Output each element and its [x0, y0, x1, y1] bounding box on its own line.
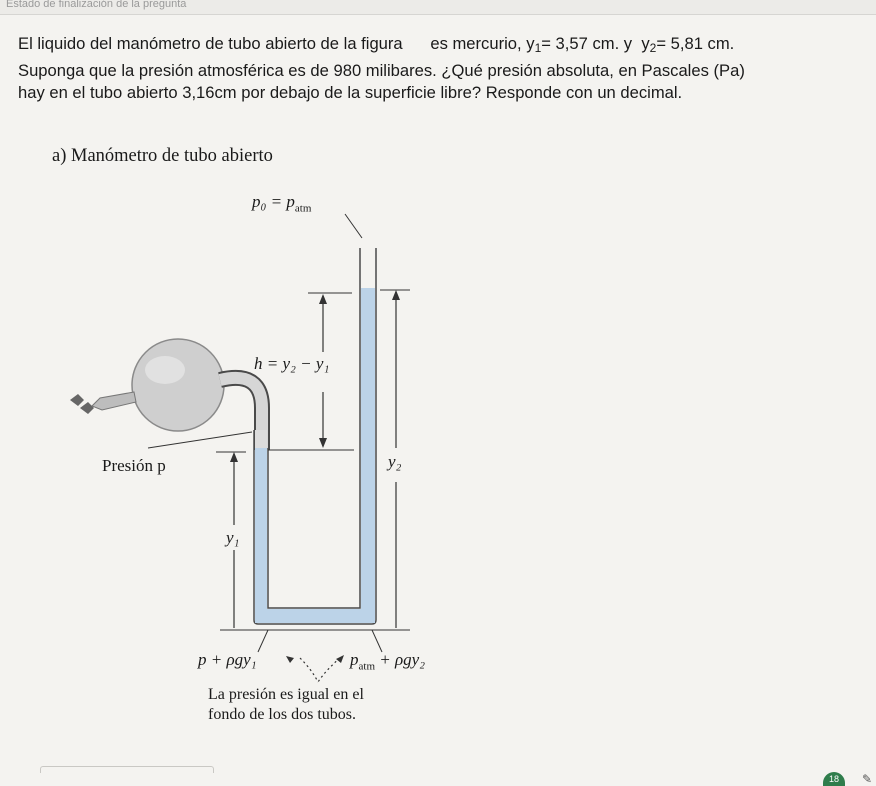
question-status-text: Estado de finalización de la pregunta: [6, 0, 187, 10]
gas-bulb: [132, 339, 224, 431]
manometer-diagram: [0, 130, 876, 770]
question-line-3: hay en el tubo abierto 3,16cm por debajo de la superficie libre? Responde con un decimal.: [18, 83, 683, 102]
y1-value: = 3,57 cm. y: [541, 34, 633, 53]
h-label: h = y₂ − y₁: [254, 354, 330, 373]
question-line-1-part-b: es mercurio,: [430, 34, 522, 53]
u-tube-outer-wall: [254, 248, 376, 624]
notification-badge[interactable]: 18: [823, 772, 845, 786]
figure-caption: [208, 685, 438, 725]
caption-line-2: fondo de los dos tubos.: [208, 706, 356, 723]
y2-value: = 5,81 cm.: [656, 34, 735, 53]
figure-title: a) Manómetro de tubo abierto: [52, 146, 273, 166]
h-arrow-up-head: [319, 294, 327, 304]
valve: [92, 392, 136, 410]
corner-icon: ✎: [862, 772, 873, 786]
y2-var: y: [641, 34, 650, 53]
top-status-strip: [0, 0, 876, 15]
question-line-1-part-a: El liquido del manómetro de tubo abierto de la figura: [18, 34, 403, 53]
right-bottom-pointer: [372, 630, 382, 652]
left-bottom-expression: p + ρgy₁: [198, 650, 257, 669]
y2-arrow-head: [392, 290, 400, 300]
p0-pointer: [345, 214, 362, 238]
question-line-2: Suponga que la presión atmosférica es de 980 milibares. ¿Qué presión absoluta, en Pascales (Pa): [18, 60, 745, 80]
question-text: [18, 33, 863, 105]
dotted-arrow-left: [300, 658, 318, 682]
y2-sub: 2: [649, 41, 657, 55]
u-tube-inner-wall: [268, 248, 360, 608]
manometer-figure: [0, 130, 876, 770]
y1-sub: 1: [534, 41, 542, 55]
bottom-tab[interactable]: [40, 766, 214, 773]
y1-arrow-head: [230, 452, 238, 462]
caption-line-1: La presión es igual en el: [208, 686, 364, 703]
h-arrow-down-head: [319, 438, 327, 448]
dotted-arrowhead-left: [286, 656, 294, 663]
question-line-1: [18, 33, 863, 60]
dotted-arrowhead-right: [336, 655, 344, 663]
y1-var: y: [526, 34, 535, 53]
bulb-highlight: [145, 356, 185, 384]
valve-handle-icon: [70, 394, 94, 414]
dotted-arrow-right: [318, 658, 340, 682]
pressure-pointer: [148, 432, 252, 448]
p0-label: $p_0 = p_{atm}$: [252, 192, 312, 215]
y2-label: y₂: [388, 452, 402, 471]
left-bottom-pointer: [258, 630, 268, 652]
pressure-label: Presión p: [102, 456, 166, 475]
right-bottom-expression: $p_{atm} + \rho gy_2$: [350, 650, 426, 673]
y1-label: y₁: [226, 528, 240, 547]
gas-column: [255, 430, 267, 448]
mercury-liquid: [255, 288, 375, 623]
